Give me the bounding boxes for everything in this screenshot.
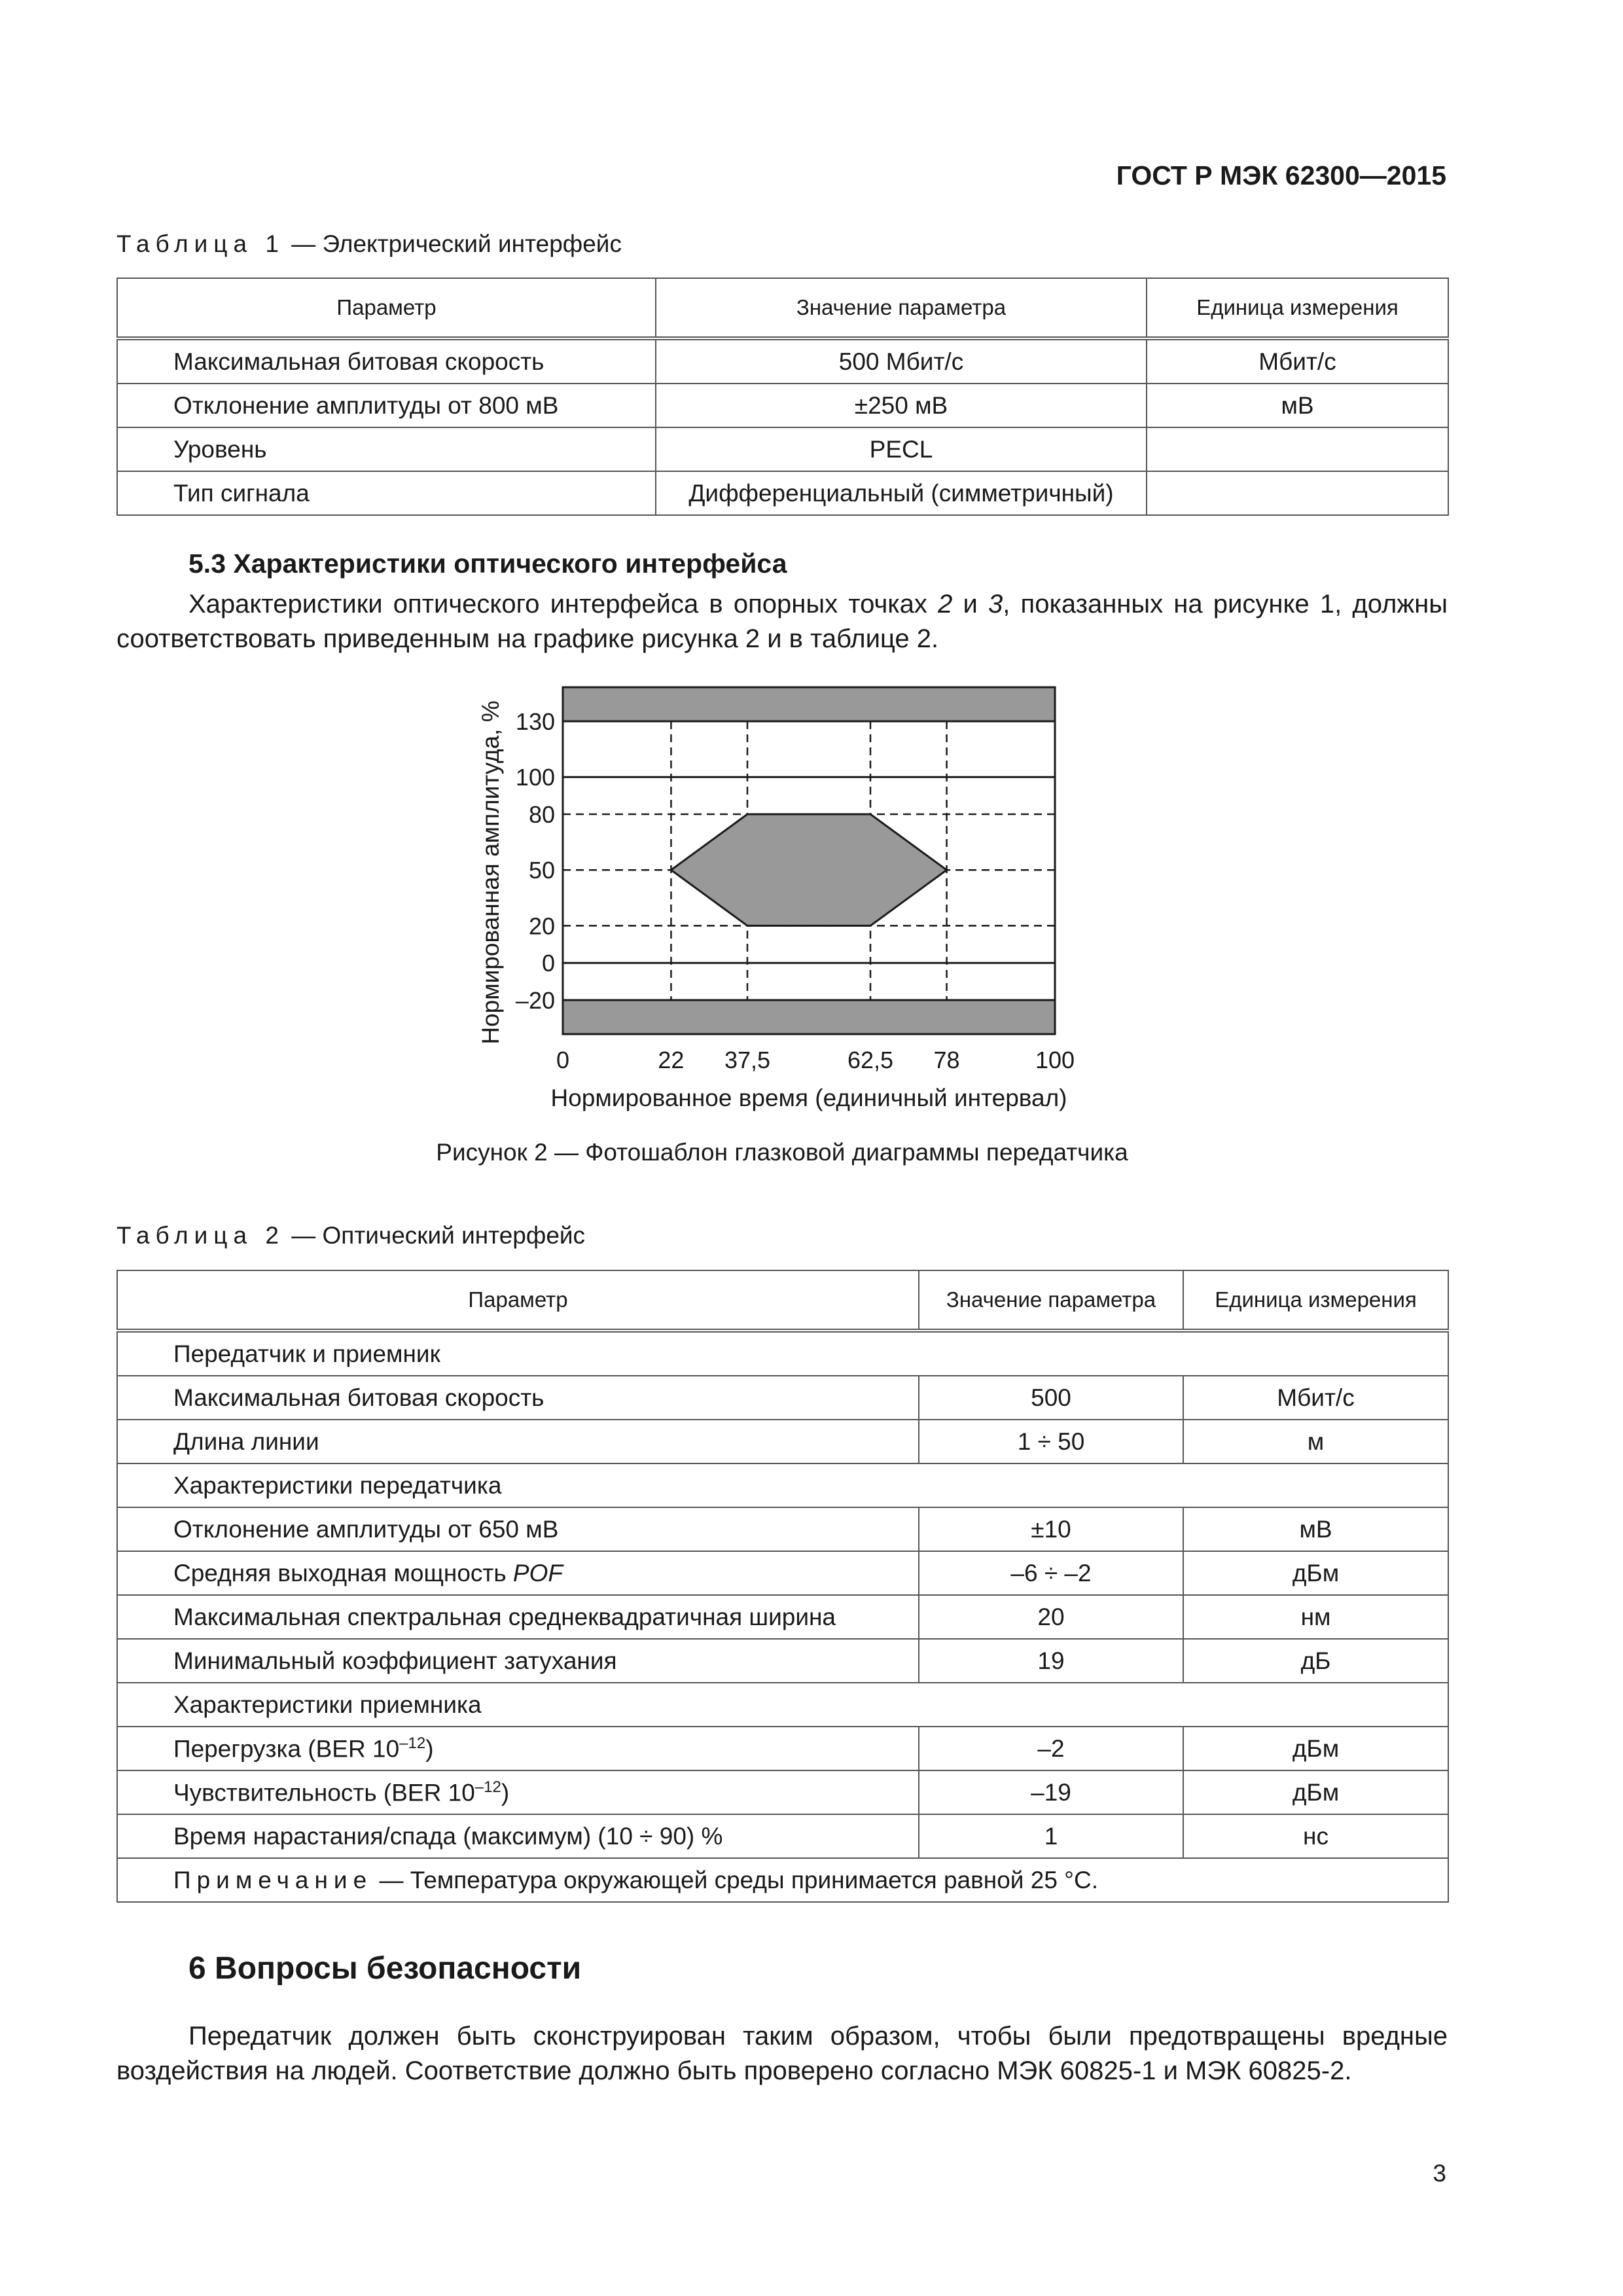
- table2-caption: [116, 1222, 585, 1249]
- y-tick-label: 50: [528, 857, 555, 884]
- table-row: [117, 1507, 1448, 1551]
- unit-cell: нм: [1183, 1595, 1448, 1639]
- param-tail: ): [425, 1735, 434, 1763]
- section-5-3-text-a: Характеристики оптического интерфейса в опорных точках: [188, 590, 938, 619]
- value-cell: –2: [919, 1727, 1183, 1770]
- param-text: Средняя выходная мощность: [173, 1559, 513, 1587]
- note-text: — Температура окружающей среды принимается равной 25 °C.: [372, 1866, 1098, 1893]
- section-5-3-heading: 5.3 Характеристики оптического интерфейса: [188, 548, 787, 579]
- section-5-3-text-b: и: [952, 590, 989, 619]
- reference-point-2: 2: [938, 590, 953, 619]
- unit-cell: дБм: [1183, 1727, 1448, 1770]
- unit-cell: дБм: [1183, 1770, 1448, 1814]
- x-tick-label: 78: [933, 1047, 960, 1073]
- table2-col-param: Параметр: [117, 1270, 919, 1331]
- note-prefix: Примечание: [173, 1866, 373, 1893]
- section-cell: Передатчик и приемник: [117, 1331, 1448, 1376]
- table1-caption-prefix: Таблица 1: [116, 230, 285, 257]
- param-cell: [117, 1727, 919, 1770]
- x-tick-label: 37,5: [724, 1047, 771, 1073]
- section-cell: Характеристики передатчика: [117, 1463, 1448, 1507]
- x-tick-label: 22: [658, 1047, 685, 1073]
- table1-caption: [116, 230, 622, 258]
- unit-cell: [1147, 427, 1448, 471]
- figure2-caption: Рисунок 2 — Фотошаблон глазковой диаграммы передатчика: [436, 1139, 1128, 1166]
- table1-caption-title: — Электрический интерфейс: [284, 230, 622, 257]
- param-cell: Уровень: [117, 427, 656, 471]
- value-cell: ±250 мВ: [656, 384, 1147, 427]
- table-row: [117, 471, 1448, 515]
- param-cell: [117, 1770, 919, 1814]
- unit-cell: нс: [1183, 1814, 1448, 1858]
- value-cell: 500 Мбит/с: [656, 338, 1147, 384]
- upper-forbidden-region: [563, 687, 1055, 721]
- table1-col-param: Параметр: [117, 278, 656, 338]
- param-cell: Время нарастания/спада (максимум) (10 ÷ 90) %: [117, 1814, 919, 1858]
- table-row: [117, 1639, 1448, 1683]
- value-cell: –6 ÷ –2: [919, 1551, 1183, 1595]
- section-5-3-paragraph: [116, 587, 1448, 656]
- param-cell: Отклонение амплитуды от 800 мВ: [117, 384, 656, 427]
- section-6-heading: 6 Вопросы безопасности: [188, 1951, 582, 1986]
- y-tick-label: 20: [528, 912, 555, 940]
- table-row: [117, 384, 1448, 427]
- value-cell: Дифференциальный (симметричный): [656, 471, 1147, 515]
- value-cell: 1: [919, 1814, 1183, 1858]
- param-cell: Максимальная битовая скорость: [117, 1376, 919, 1420]
- param-cell: Максимальная спектральная среднеквадратичная ширина: [117, 1595, 919, 1639]
- reference-point-3: 3: [988, 590, 1003, 619]
- unit-cell: [1147, 471, 1448, 515]
- param-cell: Минимальный коэффициент затухания: [117, 1639, 919, 1683]
- unit-cell: мВ: [1147, 384, 1448, 427]
- table-row: [117, 1727, 1448, 1770]
- eye-mask-polygon: [671, 814, 946, 925]
- value-cell: 1 ÷ 50: [919, 1420, 1183, 1463]
- table1-col-value: Значение параметра: [656, 278, 1147, 338]
- x-axis-label: Нормированное время (единичный интервал): [550, 1085, 1067, 1111]
- value-cell: ±10: [919, 1507, 1183, 1551]
- param-superscript: –12: [399, 1734, 426, 1752]
- table2-caption-prefix: Таблица 2: [116, 1222, 285, 1249]
- table-section-row: [117, 1331, 1448, 1376]
- table-row: [117, 1376, 1448, 1420]
- value-cell: 500: [919, 1376, 1183, 1420]
- y-axis-label: Нормированная амплитуда, %: [477, 700, 504, 1045]
- table1-electrical-interface: [116, 278, 1449, 516]
- table-row: [117, 338, 1448, 384]
- section-5-3-text-c: , показанных на рисунке 1, должны соответствовать приведенным на графике рисунка 2 и в таблице 2.: [116, 590, 1448, 653]
- x-tick-label: 0: [556, 1047, 570, 1073]
- unit-cell: дБм: [1183, 1551, 1448, 1595]
- table-row: [117, 1595, 1448, 1639]
- table2-optical-interface: [116, 1270, 1449, 1903]
- param-cell: [117, 1551, 919, 1595]
- param-cell: Отклонение амплитуды от 650 мВ: [117, 1507, 919, 1551]
- value-cell: 20: [919, 1595, 1183, 1639]
- param-text: Перегрузка (BER 10: [173, 1735, 400, 1763]
- table-row: [117, 1770, 1448, 1814]
- param-italic: POF: [512, 1559, 563, 1587]
- document-id: ГОСТ Р МЭК 62300—2015: [1116, 160, 1446, 190]
- param-superscript: –12: [474, 1778, 501, 1796]
- y-tick-label: 0: [541, 950, 555, 977]
- x-tick-label: 62,5: [847, 1047, 894, 1073]
- param-cell: Тип сигнала: [117, 471, 656, 515]
- table2-col-unit: Единица измерения: [1183, 1270, 1448, 1331]
- table-note-row: [117, 1858, 1448, 1902]
- note-cell: [117, 1858, 1448, 1902]
- table-row: [117, 1551, 1448, 1595]
- param-tail: ): [501, 1779, 510, 1806]
- table-row: [117, 1814, 1448, 1858]
- y-tick-label: 100: [515, 764, 555, 791]
- param-cell: Максимальная битовая скорость: [117, 338, 656, 384]
- lower-forbidden-region: [563, 1000, 1055, 1034]
- page-number: 3: [1433, 2160, 1446, 2187]
- unit-cell: Мбит/с: [1147, 338, 1448, 384]
- y-tick-label: 80: [528, 801, 555, 828]
- table-row: [117, 1420, 1448, 1463]
- unit-cell: Мбит/с: [1183, 1376, 1448, 1420]
- section-6-paragraph: Передатчик должен быть сконструирован таким образом, чтобы были предотвращены вредные воздействия на людей. Соответствие должно быть проверено согласно МЭК 60825-1 и МЭК 60825-2.: [116, 2022, 1448, 2085]
- unit-cell: дБ: [1183, 1639, 1448, 1683]
- unit-cell: м: [1183, 1420, 1448, 1463]
- table2-header-row: [117, 1270, 1448, 1331]
- table-row: [117, 427, 1448, 471]
- unit-cell: мВ: [1183, 1507, 1448, 1551]
- table-section-row: [117, 1463, 1448, 1507]
- param-text: Чувствительность (BER 10: [173, 1779, 475, 1806]
- table1-col-unit: Единица измерения: [1147, 278, 1448, 338]
- table2-caption-title: — Оптический интерфейс: [284, 1222, 586, 1249]
- value-cell: 19: [919, 1639, 1183, 1683]
- value-cell: PECL: [656, 427, 1147, 471]
- table1-header-row: [117, 278, 1448, 338]
- table-section-row: [117, 1683, 1448, 1727]
- table2-col-value: Значение параметра: [919, 1270, 1183, 1331]
- eye-diagram-mask-chart: [458, 674, 1113, 1119]
- param-cell: Длина линии: [117, 1420, 919, 1463]
- y-tick-label: 130: [515, 708, 555, 735]
- value-cell: –19: [919, 1770, 1183, 1814]
- section-cell: Характеристики приемника: [117, 1683, 1448, 1727]
- y-tick-label: –20: [515, 987, 555, 1014]
- x-tick-label: 100: [1035, 1047, 1075, 1073]
